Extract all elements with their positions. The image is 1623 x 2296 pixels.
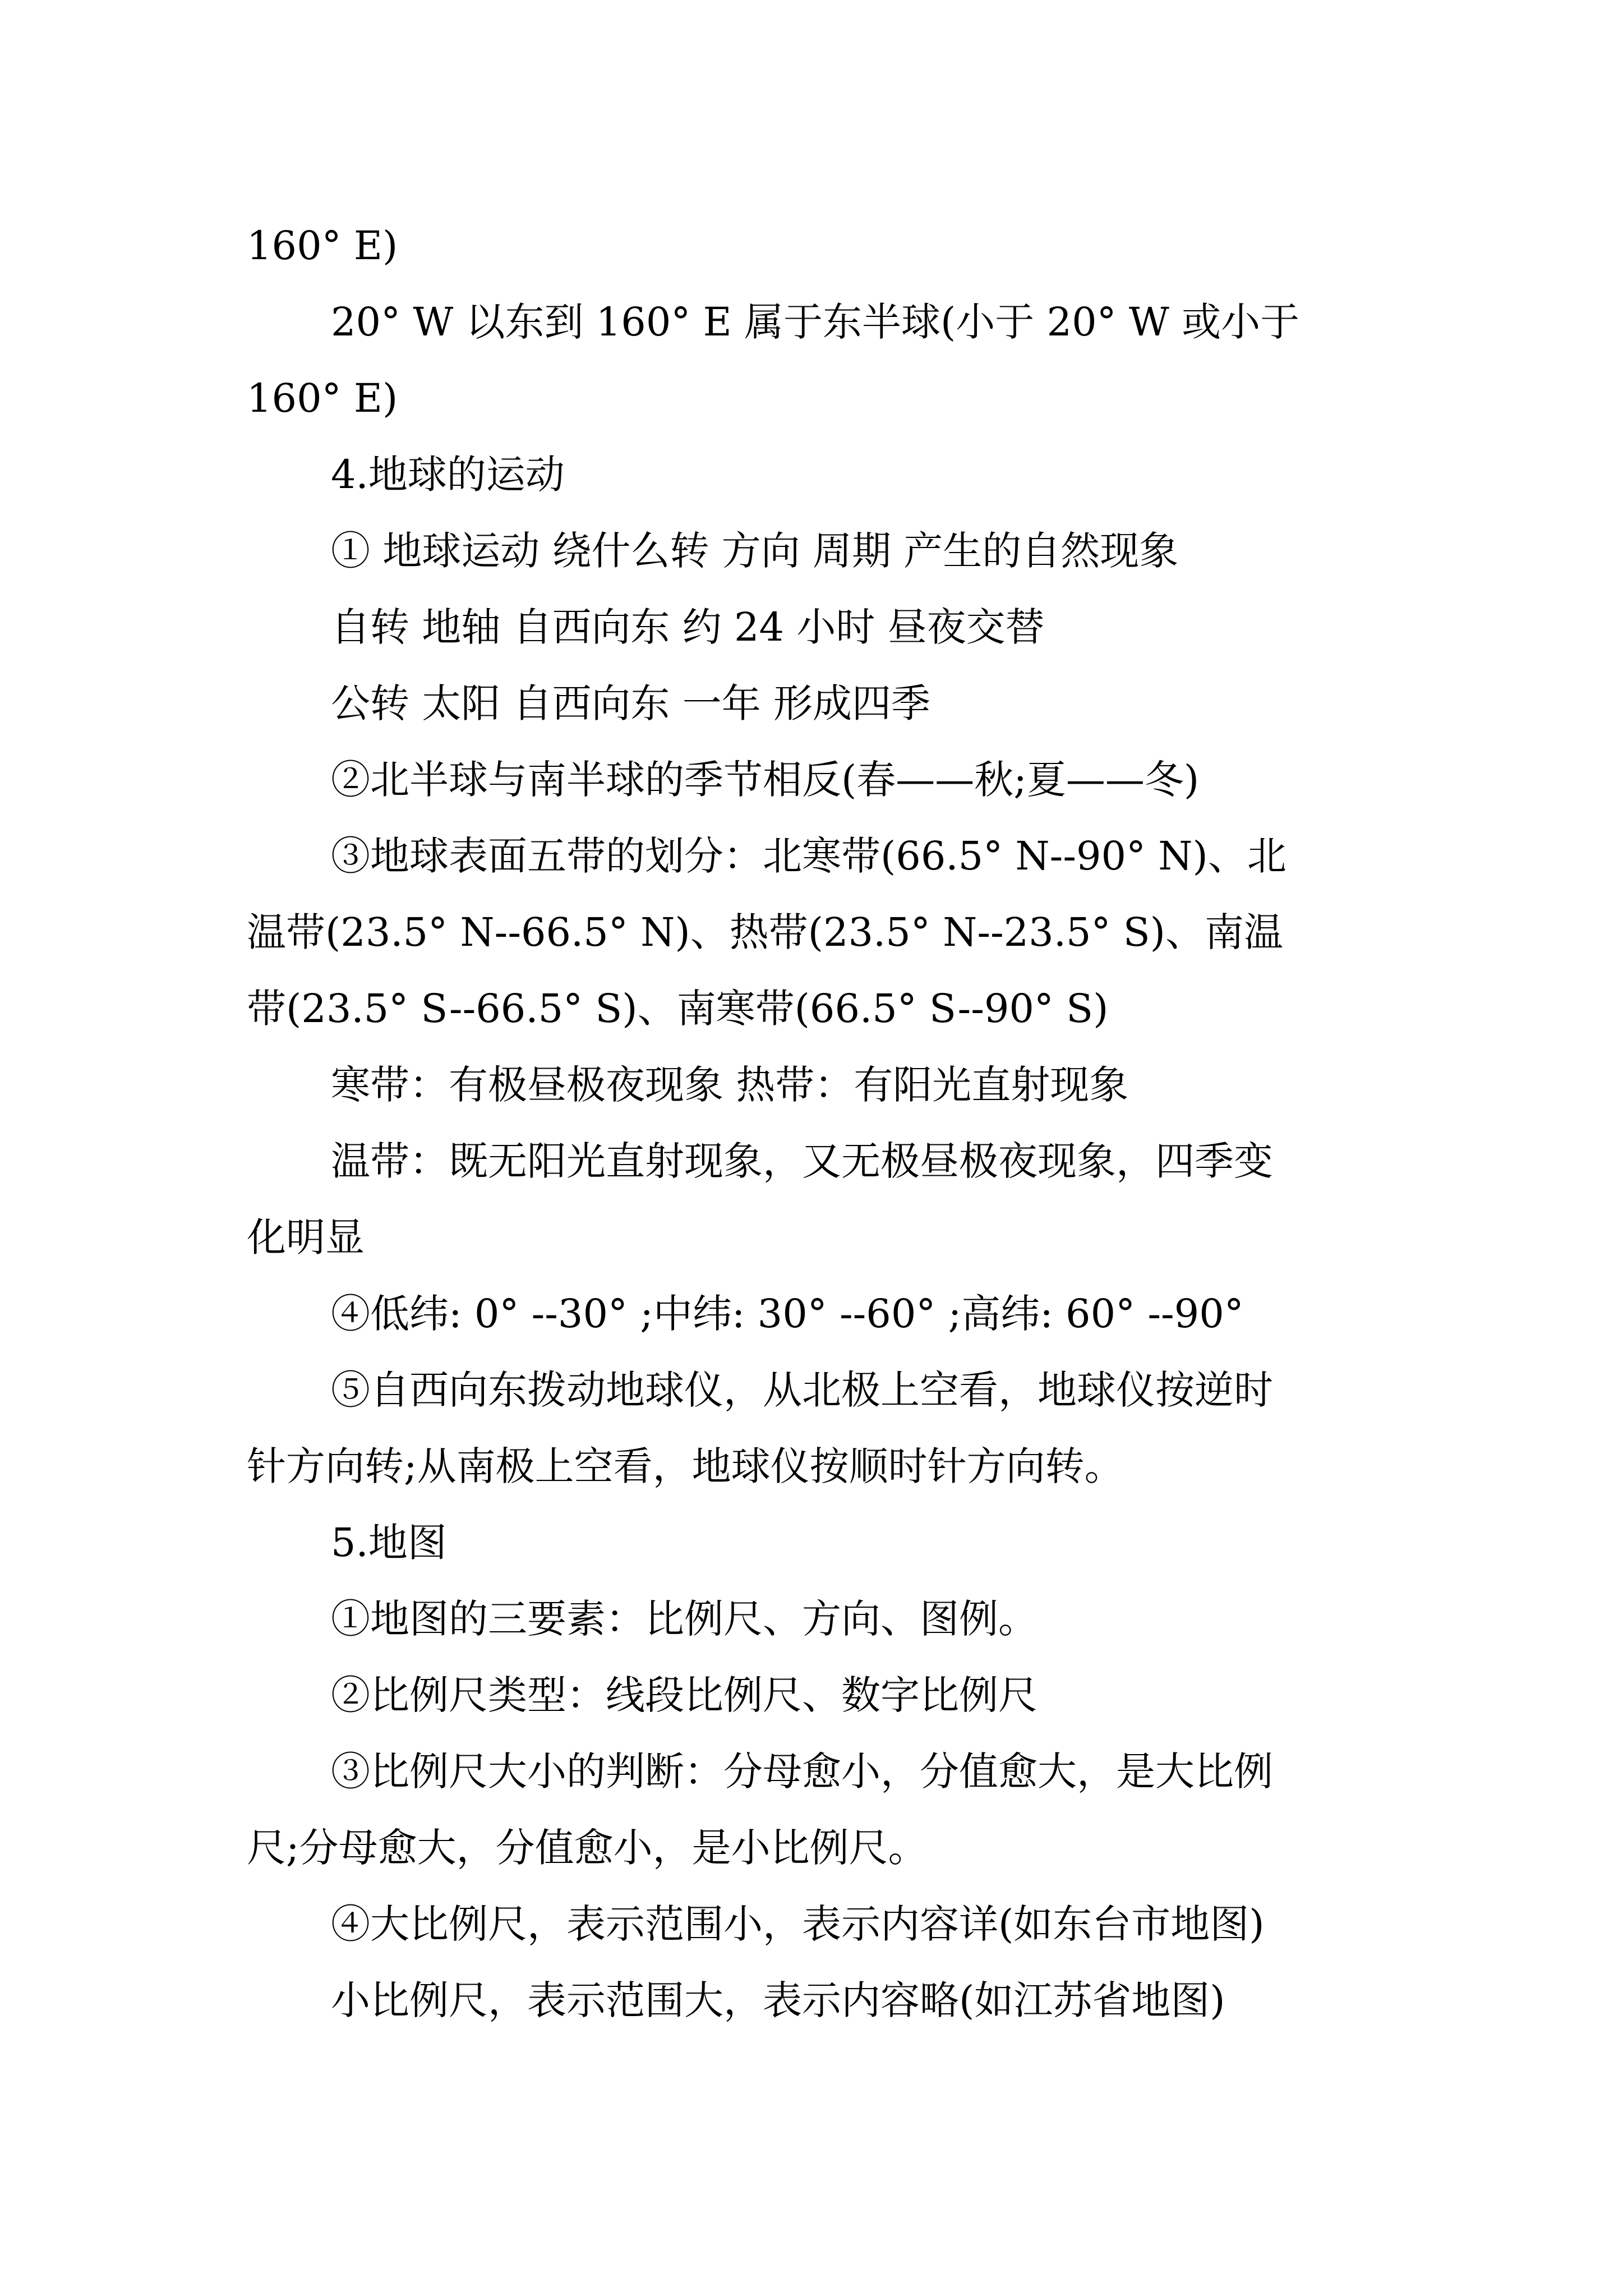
text-line: 化明显 [247,1214,365,1260]
text-line: 自转 地轴 自西向东 约 24 小时 昼夜交替 [331,604,1045,650]
section-heading: 4.地球的运动 [331,452,565,498]
text-line: 公转 太阳 自西向东 一年 形成四季 [331,680,931,726]
text-line: ②北半球与南半球的季节相反(春——秋;夏——冬) [331,757,1200,803]
text-line: ④低纬: 0° --30° ;中纬: 30° --60° ;高纬: 60° --90° [331,1291,1244,1337]
text-line: 160° E) [247,375,398,421]
text-line: 带(23.5° S--66.5° S)、南寒带(66.5° S--90° S) [247,986,1109,1032]
text-line: 针方向转;从南极上空看，地球仪按顺时针方向转。 [247,1443,1124,1489]
text-line: 尺;分母愈大，分值愈小，是小比例尺。 [247,1825,928,1871]
text-line: 160° E) [247,223,398,269]
text-line: ④大比例尺，表示范围小，表示内容详(如东台市地图) [331,1901,1265,1947]
text-line: 寒带：有极昼极夜现象 热带：有阳光直射现象 [331,1062,1129,1108]
text-line: 20° W 以东到 160° E 属于东半球(小于 20° W 或小于 [331,299,1300,345]
text-line: ③地球表面五带的划分：北寒带(66.5° N--90° N)、北 [331,833,1287,879]
text-line: 温带(23.5° N--66.5° N)、热带(23.5° N--23.5° S)、南温 [247,909,1283,955]
text-line: 温带：既无阳光直射现象，又无极昼极夜现象，四季变 [331,1138,1273,1184]
text-line: ⑤自西向东拨动地球仪，从北极上空看，地球仪按逆时 [331,1367,1273,1413]
section-heading: 5.地图 [331,1520,447,1566]
text-line: ① 地球运动 绕什么转 方向 周期 产生的自然现象 [331,528,1179,574]
text-line: ③比例尺大小的判断：分母愈小，分值愈大，是大比例 [331,1749,1273,1795]
text-line: ①地图的三要素：比例尺、方向、图例。 [331,1596,1038,1642]
text-line: ②比例尺类型：线段比例尺、数字比例尺 [331,1672,1038,1718]
text-line: 小比例尺，表示范围大，表示内容略(如江苏省地图) [331,1977,1225,2023]
document-body [247,208,1391,2039]
